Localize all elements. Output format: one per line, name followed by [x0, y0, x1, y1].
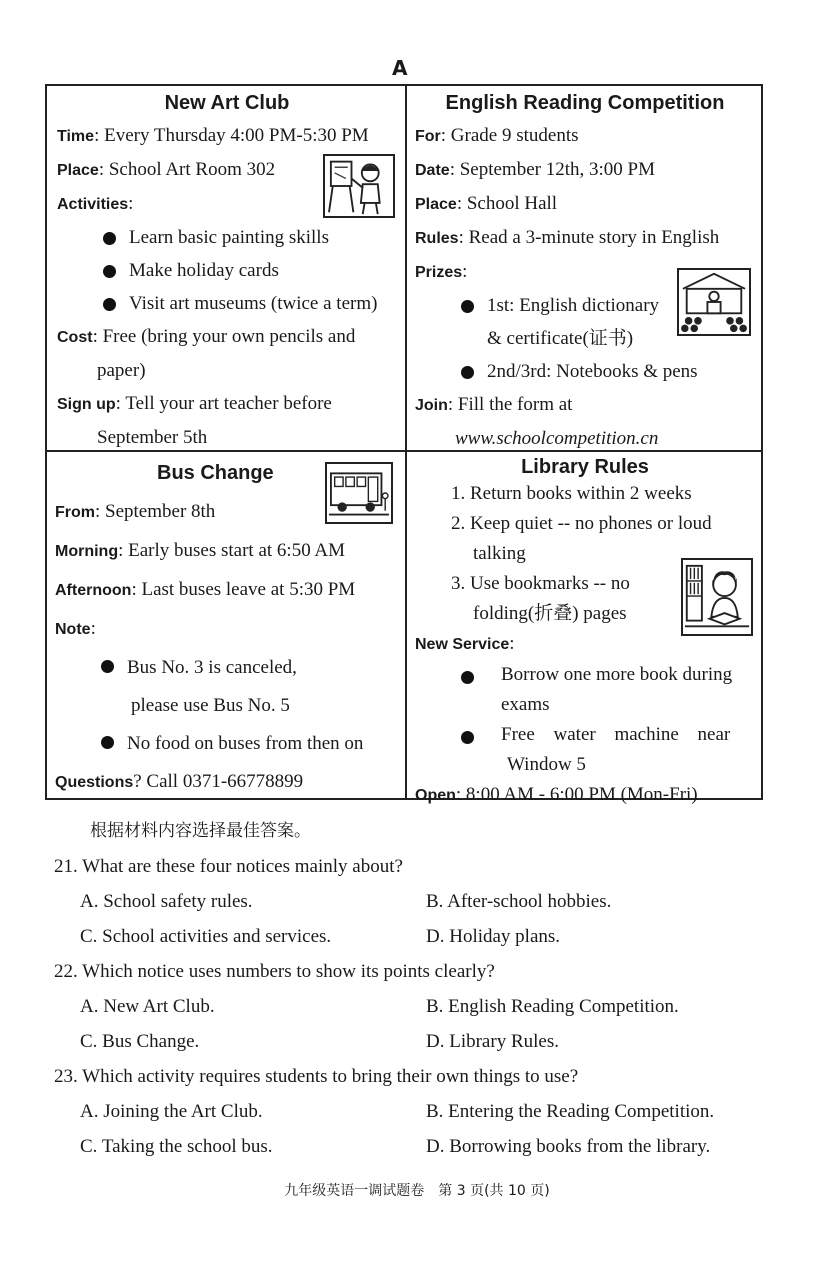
option-row	[54, 919, 774, 954]
library-rule-2-cont: talking	[473, 543, 526, 564]
list-item: Free water machine near	[415, 720, 755, 750]
option-c[interactable]: C. Taking the school bus.	[80, 1136, 273, 1157]
reading-student-illustration	[681, 558, 753, 636]
painting-student-illustration	[323, 154, 395, 218]
art-club-activities-label: Activities:	[57, 193, 134, 214]
bus-note1-cont: please use Bus No. 5	[131, 695, 290, 716]
school-bus-illustration	[325, 462, 393, 524]
list-item: Borrow one more book during	[415, 660, 755, 690]
bus-questions: Questions? Call 0371-66778899	[55, 771, 304, 792]
art-club-title: New Art Club	[164, 92, 290, 114]
reading-rules: Rules: Read a 3-minute story in English	[415, 227, 720, 248]
option-a[interactable]: A. Joining the Art Club.	[80, 1101, 263, 1122]
library-service-label: New Service:	[415, 633, 515, 654]
option-c[interactable]: C. School activities and services.	[80, 926, 332, 947]
list-item: Visit art museums (twice a term)	[57, 287, 397, 320]
reading-prize1-cont: & certificate(证书)	[487, 328, 634, 349]
list-item: 1st: English dictionary	[415, 289, 755, 322]
question-stem: 21. What are these four notices mainly about?	[54, 856, 403, 877]
library-rule-3-cont: folding(折叠) pages	[473, 603, 627, 624]
option-d[interactable]: D. Holiday plans.	[426, 926, 561, 947]
list-item: Learn basic painting skills	[57, 221, 397, 254]
library-rule-1: 1. Return books within 2 weeks	[451, 483, 692, 504]
list-item: Make holiday cards	[57, 254, 397, 287]
art-club-signup-cont: September 5th	[97, 427, 208, 448]
reading-place: Place: School Hall	[415, 193, 558, 214]
reading-for: For: Grade 9 students	[415, 125, 579, 146]
option-b[interactable]: B. English Reading Competition.	[426, 996, 679, 1017]
section-mark: A	[392, 56, 408, 80]
question-section	[54, 814, 774, 1164]
library-rule-3: 3. Use bookmarks -- no	[451, 573, 630, 594]
reading-date: Date: September 12th, 3:00 PM	[415, 159, 655, 180]
notice-grid	[45, 84, 763, 805]
option-a[interactable]: A. New Art Club.	[80, 996, 215, 1017]
library-rule-2: 2. Keep quiet -- no phones or loud	[451, 513, 712, 534]
bus-title: Bus Change	[157, 462, 274, 484]
option-a[interactable]: A. School safety rules.	[80, 891, 253, 912]
option-d[interactable]: D. Borrowing books from the library.	[426, 1136, 711, 1157]
bus-from: From: September 8th	[55, 501, 216, 522]
bus-note-label: Note:	[55, 618, 96, 639]
option-b[interactable]: B. After-school hobbies.	[426, 891, 612, 912]
art-club-time: Time: Every Thursday 4:00 PM-5:30 PM	[57, 125, 369, 146]
school-hall-stage-illustration	[677, 268, 751, 336]
library-service1-cont: exams	[501, 694, 550, 715]
art-club-cost: Cost: Free (bring your own pencils and	[57, 326, 356, 347]
page-footer: 九年级英语一调试题卷 第 3 页(共 10 页)	[284, 1183, 550, 1199]
art-club-notice	[47, 86, 405, 450]
option-row	[54, 884, 774, 919]
bus-change-notice	[47, 452, 405, 798]
list-item: Bus No. 3 is canceled,	[55, 649, 397, 687]
bus-morning: Morning: Early buses start at 6:50 AM	[55, 540, 346, 561]
reading-url: www.schoolcompetition.cn	[455, 428, 659, 449]
reading-join: Join: Fill the form at	[415, 394, 573, 415]
question-stem: 22. Which notice uses numbers to show its points clearly?	[54, 961, 495, 982]
library-open: Open: 8:00 AM - 6:00 PM (Mon-Fri)	[415, 784, 698, 805]
library-title: Library Rules	[521, 456, 649, 478]
reading-title: English Reading Competition	[445, 92, 725, 114]
option-d[interactable]: D. Library Rules.	[426, 1031, 559, 1052]
library-rules-notice	[407, 452, 761, 805]
question-stem: 23. Which activity requires students to bring their own things to use?	[54, 1066, 579, 1087]
bus-afternoon: Afternoon: Last buses leave at 5:30 PM	[55, 579, 356, 600]
instruction: 根据材料内容选择最佳答案。	[90, 821, 311, 841]
reading-competition-notice	[407, 86, 761, 450]
option-row	[54, 989, 774, 1024]
list-item: No food on buses from then on	[55, 725, 397, 763]
option-c[interactable]: C. Bus Change.	[80, 1031, 200, 1052]
option-b[interactable]: B. Entering the Reading Competition.	[426, 1101, 715, 1122]
art-club-signup: Sign up: Tell your art teacher before	[57, 393, 332, 414]
library-service2-cont: Window 5	[507, 754, 586, 775]
reading-prizes-label: Prizes:	[415, 261, 468, 282]
option-row	[54, 1094, 774, 1129]
option-row	[54, 1129, 774, 1164]
art-club-cost-cont: paper)	[97, 360, 146, 381]
option-row	[54, 1024, 774, 1059]
art-club-place: Place: School Art Room 302	[57, 159, 276, 180]
list-item: 2nd/3rd: Notebooks & pens	[415, 355, 755, 388]
